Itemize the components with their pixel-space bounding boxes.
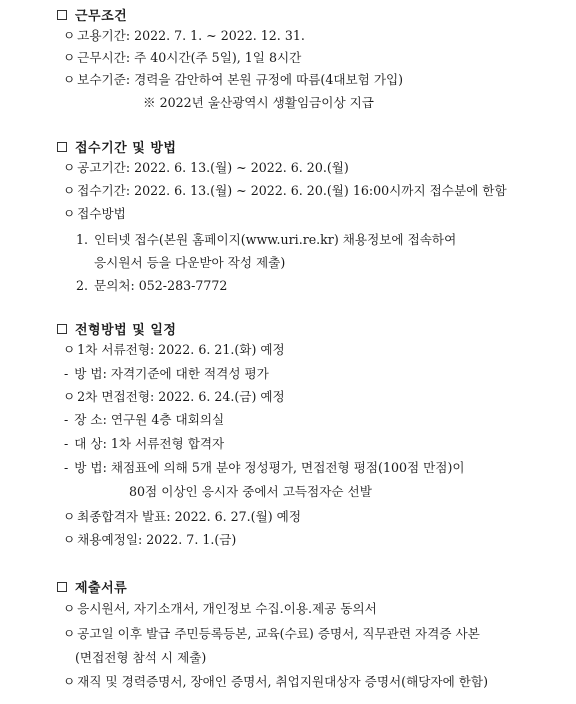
dash-item: - 방 법: 자격기준에 대한 적격성 평가: [64, 366, 269, 381]
list-item: ㅇ 접수기간: 2022. 6. 13.(월) ~ 2022. 6. 20.(월) 16:00시까지 접수분에 한함: [63, 183, 507, 198]
list-item: ㅇ 1차 서류전형: 2022. 6. 21.(화) 예정: [63, 342, 285, 357]
checkbox-square-icon: [57, 582, 67, 592]
checkbox-square-icon: [57, 10, 67, 20]
list-item: ㅇ 재직 및 경력증명서, 장애인 증명서, 취업지원대상자 증명서(해당자에 한함): [63, 674, 488, 689]
dash-item: - 방 법: 채점표에 의해 5개 분야 정성평가, 면접전형 평점(100점 만점)이: [64, 460, 465, 475]
numbered-item: 2. 문의처: 052-283-7772: [76, 278, 228, 293]
dash-item-continuation: 80점 이상인 응시자 중에서 고득점자순 선발: [129, 484, 372, 499]
list-item: ㅇ 고용기간: 2022. 7. 1. ~ 2022. 12. 31.: [63, 28, 305, 43]
section-title: 전형방법 및 일정: [75, 323, 177, 338]
list-item: ㅇ 보수기준: 경력을 감안하여 본원 규정에 따름(4대보험 가입): [63, 72, 404, 87]
numbered-item-continuation: 응시원서 등을 다운받아 작성 제출): [94, 255, 286, 270]
section-heading-application: [57, 137, 176, 156]
numbered-item: 1. 인터넷 접수(본원 홈페이지(www.uri.re.kr) 채용정보에 접속하여: [76, 232, 457, 247]
list-item-continuation: (면접전형 참석 시 제출): [75, 650, 207, 665]
list-item: ㅇ 채용예정일: 2022. 7. 1.(금): [63, 532, 237, 547]
section-title: 접수기간 및 방법: [75, 141, 177, 156]
list-item: ㅇ 공고기간: 2022. 6. 13.(월) ~ 2022. 6. 20.(월): [63, 160, 349, 175]
list-item: ㅇ 근무시간: 주 40시간(주 5일), 1일 8시간: [63, 50, 302, 65]
section-heading-documents: [57, 577, 127, 596]
list-item: ㅇ 응시원서, 자기소개서, 개인정보 수집.이용.제공 동의서: [63, 601, 377, 616]
list-item: ㅇ 공고일 이후 발급 주민등록등본, 교육(수료) 증명서, 직무관련 자격증 사본: [63, 626, 480, 641]
list-item: ㅇ 최종합격자 발표: 2022. 6. 27.(월) 예정: [63, 509, 302, 524]
section-title: 제출서류: [75, 581, 128, 596]
section-title: 근무조건: [75, 9, 128, 24]
list-item: ㅇ 2차 면접전형: 2022. 6. 24.(금) 예정: [63, 389, 285, 404]
list-item: ㅇ 접수방법: [63, 206, 126, 221]
section-heading-selection: [57, 319, 176, 338]
note-line: ※ 2022년 울산광역시 생활임금이상 지급: [143, 95, 374, 110]
section-heading-work-conditions: [57, 5, 127, 24]
checkbox-square-icon: [57, 324, 67, 334]
checkbox-square-icon: [57, 142, 67, 152]
dash-item: - 대 상: 1차 서류전형 합격자: [64, 436, 225, 451]
dash-item: - 장 소: 연구원 4층 대회의실: [64, 412, 225, 427]
